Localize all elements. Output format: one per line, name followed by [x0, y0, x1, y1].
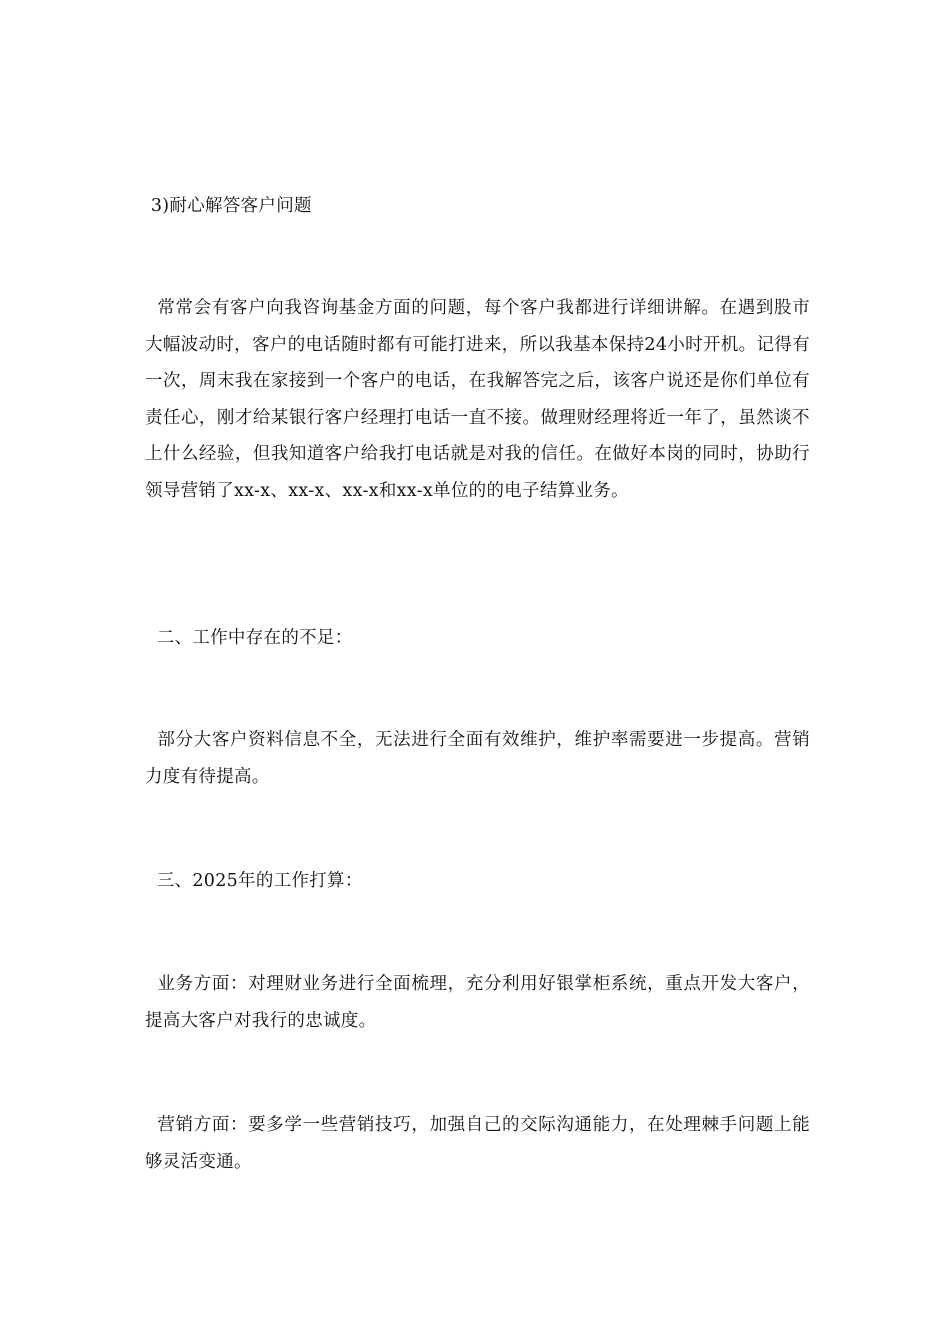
paragraph-marketing-plan: 营销方面：要多学一些营销技巧，加强自己的交际沟通能力，在处理棘手问题上能够灵活变通。 — [145, 1115, 810, 1172]
section-heading-patience: 3)耐心解答客户问题 — [145, 196, 312, 216]
paragraph-customer-questions: 常常会有客户向我咨询基金方面的问题，每个客户我都进行详细讲解。在遇到股市大幅波动时，客户的电话随时都有可能打进来，所以我基本保持24小时开机。记得有一次，周末我在家接到一个客户的电话，在我解答完之后，该客户说还是你们单位有责任心，刚才给某银行客户经理打电话一直不接。做理财经理将近一年了，虽然谈不上什么经验，但我知道客户给我打电话就是对我的信任。在做好本岗的同时，协助行领导营销了xx-x、xx-x、xx-x和xx-x单位的的电子结算业务。 — [145, 298, 810, 501]
section-heading-shortcomings: 二、工作中存在的不足： — [145, 628, 353, 648]
paragraph-business-plan: 业务方面：对理财业务进行全面梳理，充分利用好银掌柜系统，重点开发大客户，提高大客户对我行的忠诚度。 — [145, 974, 810, 1031]
paragraph-shortcomings: 部分大客户资料信息不全，无法进行全面有效维护，维护率需要进一步提高。营销力度有待提高。 — [145, 730, 810, 787]
section-heading-2025-plan: 三、2025年的工作打算： — [145, 871, 363, 891]
